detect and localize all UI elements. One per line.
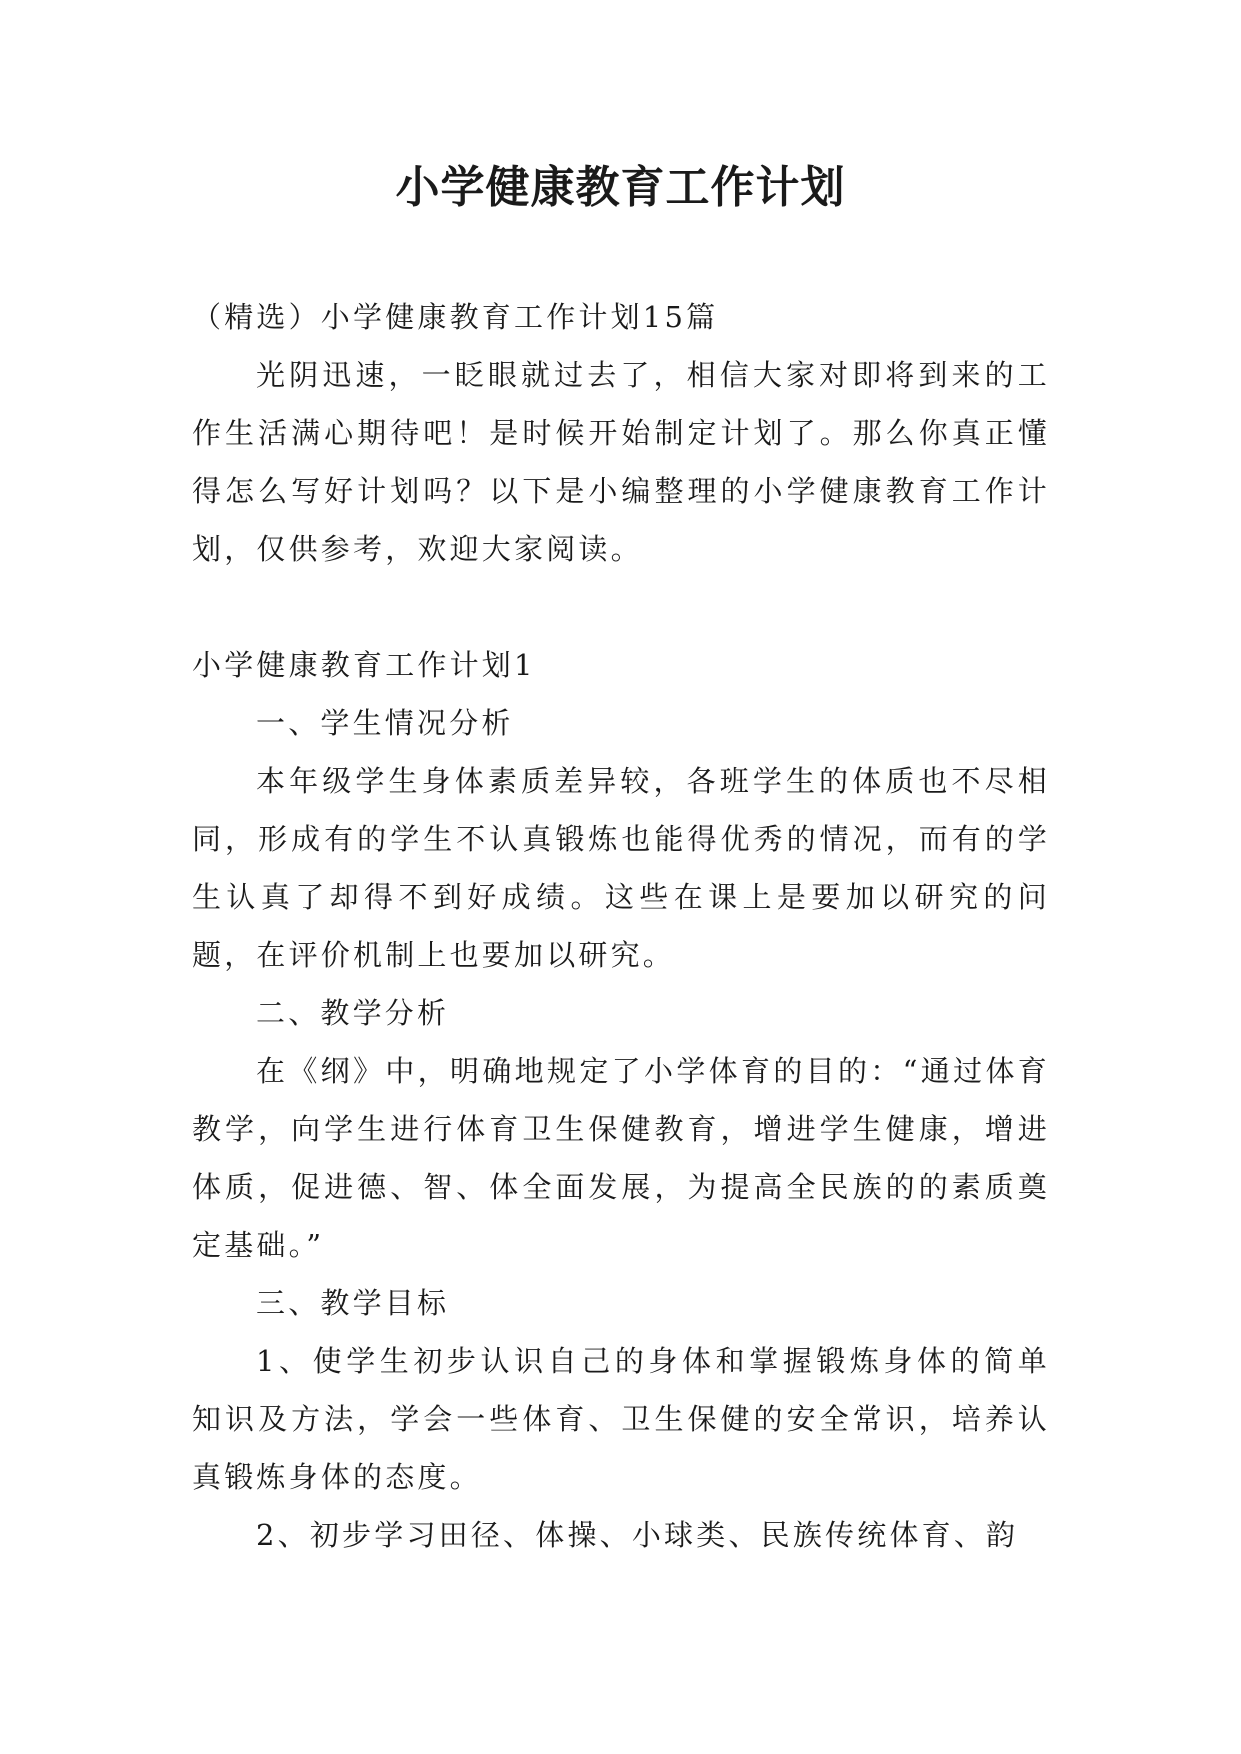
goal1-paragraph: 1、使学生初步认识自己的身体和掌握锻炼身体的简单知识及方法，学会一些体育、卫生保健的安全常识，培养认真锻炼身体的态度。: [192, 1344, 1050, 1494]
intro-paragraph: 光阴迅速，一眨眼就过去了，相信大家对即将到来的工作生活满心期待吧！是时候开始制定计划了。那么你真正懂得怎么写好计划吗？以下是小编整理的小学健康教育工作计划，仅供参考，欢迎大家阅读。: [192, 358, 1050, 566]
document-title: 小学健康教育工作计划: [395, 162, 846, 213]
goal2-paragraph: 2、初步学习田径、体操、小球类、民族传统体育、韵: [256, 1518, 1019, 1552]
document-body: [192, 288, 1050, 1564]
paragraph-gap: [192, 578, 1050, 636]
part1-heading: 一、学生情况分析: [256, 706, 514, 740]
part2-paragraph: 在《纲》中，明确地规定了小学体育的目的：“通过体育教学，向学生进行体育卫生保健教育，增进学生健康，增进体质，促进德、智、体全面发展，为提高全民族的的素质奠定基础。”: [192, 1054, 1050, 1262]
document-subtitle: （精选）小学健康教育工作计划15篇: [192, 300, 719, 334]
section-heading: 小学健康教育工作计划1: [192, 648, 536, 682]
part1-paragraph: 本年级学生身体素质差异较，各班学生的体质也不尽相同，形成有的学生不认真锻炼也能得优秀的情况，而有的学生认真了却得不到好成绩。这些在课上是要加以研究的问题，在评价机制上也要加以研究。: [192, 764, 1050, 972]
part3-heading: 三、教学目标: [256, 1286, 450, 1320]
part2-heading: 二、教学分析: [256, 996, 450, 1030]
